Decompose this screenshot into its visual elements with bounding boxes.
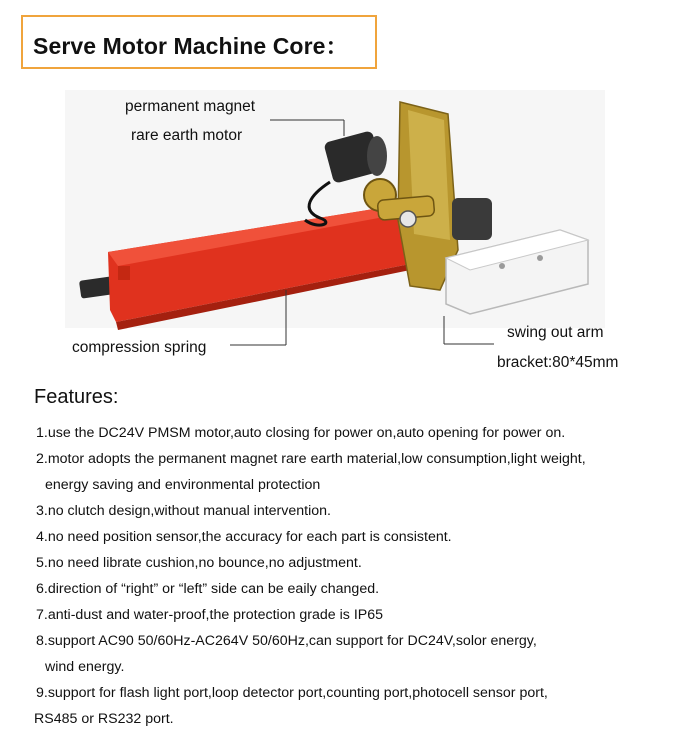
- spring-label: compression spring: [72, 339, 207, 356]
- feature-item-5: [36, 550, 676, 576]
- feature-text: 7.anti-dust and water-proof,the protection grade is IP65: [36, 607, 384, 623]
- arm-end-cap: [118, 266, 130, 280]
- features-heading: Features:: [34, 386, 119, 408]
- product-diagram: [0, 90, 680, 380]
- motor-label-line2: rare earth motor: [131, 127, 243, 144]
- feature-text: 9.support for flash light port,loop detector port,counting port,photocell sensor port,: [36, 685, 548, 701]
- feature-item-3: [36, 498, 676, 524]
- feature-text-continued: energy saving and environmental protection: [45, 477, 321, 493]
- feature-item-9: [36, 680, 676, 732]
- arm-label-line1: swing out arm: [507, 324, 604, 341]
- motor-flange: [367, 136, 387, 176]
- title-box: [21, 15, 377, 69]
- feature-item-2: [36, 446, 676, 498]
- bracket-hole: [537, 255, 543, 261]
- page-title: Serve Motor Machine Core：: [33, 33, 349, 59]
- feature-item-1: [36, 420, 676, 446]
- feature-item-8: [36, 628, 676, 680]
- feature-text: 3.no clutch design,without manual intervention.: [36, 503, 331, 519]
- bracket-hole: [499, 263, 505, 269]
- feature-item-4: [36, 524, 676, 550]
- linkage-bolt: [400, 211, 416, 227]
- feature-item-7: [36, 602, 676, 628]
- feature-text: 4.no need position sensor,the accuracy for each part is consistent.: [36, 529, 452, 545]
- feature-text: 1.use the DC24V PMSM motor,auto closing for power on,auto opening for power on.: [36, 425, 566, 441]
- arm-label-line2: bracket:80*45mm: [497, 354, 619, 371]
- feature-item-6: [36, 576, 676, 602]
- feature-text: 5.no need librate cushion,no bounce,no adjustment.: [36, 555, 362, 571]
- feature-text: 6.direction of “right” or “left” side can be eaily changed.: [36, 581, 380, 597]
- motor-label-line1: permanent magnet: [125, 98, 256, 115]
- feature-text: 2.motor adopts the permanent magnet rare earth material,low consumption,light weight,: [36, 451, 586, 467]
- gear-housing: [452, 198, 492, 240]
- feature-text-continued: RS485 or RS232 port.: [34, 711, 174, 727]
- feature-text-continued: wind energy.: [45, 659, 125, 675]
- features-list: [36, 420, 676, 732]
- feature-text: 8.support AC90 50/60Hz-AC264V 50/60Hz,can support for DC24V,solor energy,: [36, 633, 537, 649]
